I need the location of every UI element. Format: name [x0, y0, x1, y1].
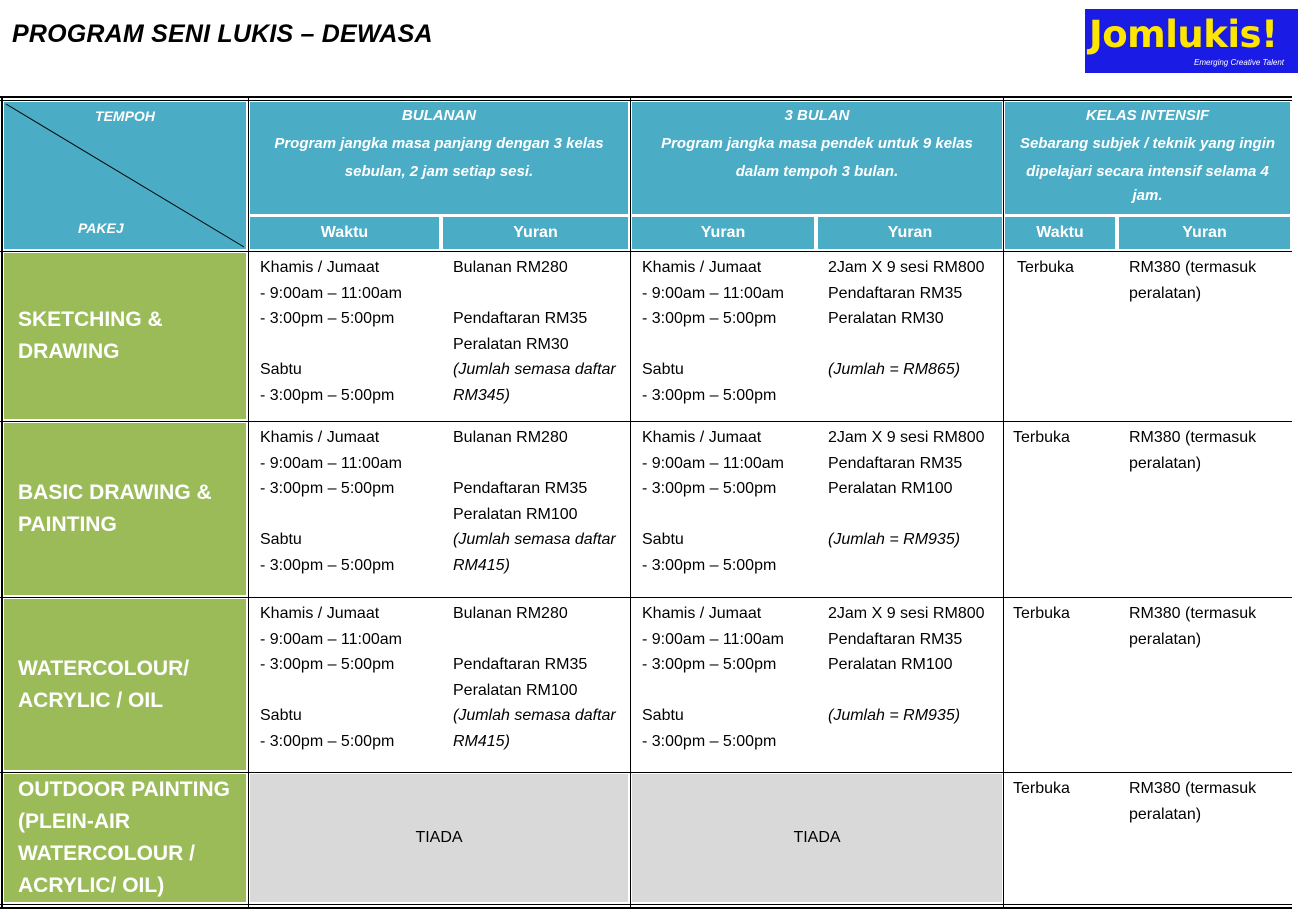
- schedule-line: - 3:00pm – 5:00pm: [642, 556, 777, 574]
- bulanan-schedule: [250, 423, 439, 595]
- intensif-waktu: [1005, 774, 1115, 902]
- schedule-line: Sabtu: [642, 531, 684, 548]
- fee-total: (Jumlah = RM935): [828, 707, 961, 724]
- schedule-line: - 9:00am – 11:00am: [260, 284, 403, 302]
- fee-line: Peralatan RM30: [453, 335, 569, 353]
- fee-total: RM345): [453, 386, 510, 404]
- schedule-line: Khamis / Jumaat: [260, 605, 380, 622]
- schedule-line: [642, 332, 804, 358]
- schedule-line: - 3:00pm – 5:00pm: [260, 732, 395, 750]
- fee-line: RM380 (termasuk: [1129, 780, 1257, 797]
- schedule-line: - 3:00pm – 5:00pm: [260, 386, 395, 404]
- fee-total: (Jumlah = RM935): [828, 531, 961, 548]
- table-left-border: [1, 96, 3, 909]
- corner-label-pakej: PAKEJ: [78, 220, 124, 236]
- schedule-line: [260, 502, 429, 528]
- intensif-fee: [1119, 423, 1290, 595]
- schedule-line: Sabtu: [642, 707, 684, 724]
- header-tiga-bulan-title: 3 BULAN: [784, 107, 850, 124]
- schedule-line: Sabtu: [260, 531, 302, 548]
- corner-label-tempoh: TEMPOH: [95, 108, 155, 124]
- fee-line: Bulanan RM280: [453, 259, 568, 276]
- schedule-line: - 3:00pm – 5:00pm: [260, 556, 395, 574]
- header-intensif: [1005, 102, 1290, 214]
- column-divider: [1003, 96, 1004, 909]
- row-divider: [0, 251, 1292, 252]
- logo-tagline: Emerging Creative Talent: [1194, 58, 1284, 67]
- column-divider: [248, 96, 249, 909]
- fee-line: Pendaftaran RM35: [828, 454, 963, 472]
- schedule-line: - 9:00am – 11:00am: [260, 630, 403, 648]
- column-divider: [630, 96, 631, 909]
- schedule-line: - 3:00pm – 5:00pm: [260, 480, 395, 497]
- header-bulanan: [250, 102, 628, 214]
- subheader-tiga-yuran-1: Yuran: [632, 217, 814, 249]
- schedule-line: - 3:00pm – 5:00pm: [642, 656, 777, 673]
- intensif-waktu: [1005, 423, 1115, 595]
- schedule-line: - 9:00am – 11:00am: [260, 454, 403, 472]
- subheader-bulanan-yuran: Yuran: [443, 217, 628, 249]
- schedule-line: - 3:00pm – 5:00pm: [260, 656, 395, 673]
- schedule-line: Khamis / Jumaat: [642, 605, 762, 622]
- intensif-waktu: [1005, 599, 1115, 770]
- header-tiga-bulan: [632, 102, 1002, 214]
- fee-line: peralatan): [1129, 454, 1202, 472]
- schedule-line: - 3:00pm – 5:00pm: [642, 386, 777, 404]
- schedule-line: - 3:00pm – 5:00pm: [260, 310, 395, 327]
- fee-line: RM380 (termasuk: [1129, 429, 1257, 446]
- tiga-fee: [818, 253, 1002, 419]
- fee-line: Peralatan RM100: [828, 480, 953, 497]
- bulanan-fee: [443, 423, 628, 595]
- fee-total: (Jumlah semasa daftar: [453, 707, 616, 724]
- subheader-bulanan-waktu: Waktu: [250, 217, 439, 249]
- fee-line: peralatan): [1129, 805, 1202, 823]
- fee-total: (Jumlah semasa daftar: [453, 361, 616, 378]
- schedule-line: - 3:00pm – 5:00pm: [642, 480, 777, 497]
- fee-line: [453, 627, 618, 653]
- schedule-line: Khamis / Jumaat: [642, 259, 762, 276]
- schedule-line: - 9:00am – 11:00am: [642, 284, 785, 302]
- header-intensif-desc-2: dipelajari secara intensif selama 4: [1026, 163, 1269, 180]
- fee-line: Peralatan RM30: [828, 310, 944, 327]
- subheader-intensif-yuran: Yuran: [1119, 217, 1290, 249]
- fee-line: peralatan): [1129, 630, 1202, 648]
- intensif-fee: [1119, 599, 1290, 770]
- tiga-not-available: TIADA: [632, 774, 1002, 902]
- header-bulanan-title: BULANAN: [401, 107, 477, 124]
- fee-line: Pendaftaran RM35: [453, 310, 588, 327]
- fee-line: Pendaftaran RM35: [453, 480, 588, 497]
- header-tiga-bulan-desc-1: Program jangka masa pendek untuk 9 kelas: [661, 135, 973, 152]
- fee-line: [828, 678, 992, 704]
- fee-line: RM380 (termasuk: [1129, 605, 1257, 622]
- table-bottom-border: [0, 907, 1292, 909]
- schedule-line: - 9:00am – 11:00am: [642, 454, 785, 472]
- fee-line: Pendaftaran RM35: [453, 656, 588, 673]
- subheader-tiga-yuran-2: Yuran: [818, 217, 1002, 249]
- intensif-fee: [1119, 774, 1290, 902]
- schedule-line: [260, 678, 429, 704]
- waktu-value: Terbuka: [1017, 259, 1074, 276]
- schedule-line: Sabtu: [260, 361, 302, 378]
- fee-line: RM380 (termasuk: [1129, 259, 1257, 276]
- fee-line: 2Jam X 9 sesi RM800: [828, 259, 985, 276]
- tiga-fee: [818, 599, 1002, 770]
- schedule-line: Khamis / Jumaat: [260, 429, 380, 446]
- brand-logo: [1085, 9, 1298, 73]
- schedule-line: Sabtu: [260, 707, 302, 724]
- fee-line: [453, 451, 618, 477]
- waktu-value: Terbuka: [1013, 780, 1070, 797]
- fee-line: Peralatan RM100: [828, 656, 953, 673]
- header-bulanan-desc-2: sebulan, 2 jam setiap sesi.: [344, 163, 534, 180]
- row-name: OUTDOOR PAINTING (PLEIN-AIR WATERCOLOUR / ACRYLIC/ OIL): [4, 774, 246, 902]
- fee-total: (Jumlah = RM865): [828, 361, 961, 378]
- header-tiga-bulan-desc-2: dalam tempoh 3 bulan.: [735, 163, 899, 180]
- fee-total: RM415): [453, 732, 510, 750]
- fee-line: peralatan): [1129, 284, 1202, 302]
- row-name: SKETCHING & DRAWING: [4, 253, 246, 419]
- schedule-line: Sabtu: [642, 361, 684, 378]
- schedule-line: Khamis / Jumaat: [260, 259, 380, 276]
- fee-line: Bulanan RM280: [453, 605, 568, 622]
- tiga-schedule: [632, 423, 814, 595]
- bulanan-fee: [443, 253, 628, 419]
- corner-header: [4, 102, 246, 249]
- logo-wordmark: Jomlukis!: [1089, 13, 1278, 56]
- fee-line: 2Jam X 9 sesi RM800: [828, 429, 985, 446]
- fee-line: Peralatan RM100: [453, 505, 578, 523]
- header-intensif-desc-1: Sebarang subjek / teknik yang ingin: [1019, 135, 1276, 152]
- header-intensif-desc-3: jam.: [1132, 187, 1163, 204]
- header-bulanan-desc-1: Program jangka masa panjang dengan 3 kelas: [274, 135, 604, 152]
- table-top-border: [0, 100, 1292, 101]
- row-divider: [0, 772, 1292, 773]
- waktu-value: Terbuka: [1013, 605, 1070, 622]
- fee-line: 2Jam X 9 sesi RM800: [828, 605, 985, 622]
- subheader-intensif-waktu: Waktu: [1005, 217, 1115, 249]
- bulanan-not-available: TIADA: [250, 774, 628, 902]
- fee-line: [828, 502, 992, 528]
- row-name: WATERCOLOUR/ ACRYLIC / OIL: [4, 599, 246, 770]
- schedule-line: - 3:00pm – 5:00pm: [642, 732, 777, 750]
- bulanan-schedule: [250, 599, 439, 770]
- schedule-line: - 3:00pm – 5:00pm: [642, 310, 777, 327]
- page-title: PROGRAM SENI LUKIS – DEWASA: [12, 20, 433, 48]
- row-divider: [0, 421, 1292, 422]
- bulanan-fee: [443, 599, 628, 770]
- fee-line: [453, 281, 618, 307]
- fee-total: (Jumlah semasa daftar: [453, 531, 616, 548]
- intensif-fee: [1119, 253, 1290, 419]
- tiga-schedule: [632, 253, 814, 419]
- intensif-waktu: [1005, 253, 1115, 419]
- fee-line: [828, 332, 992, 358]
- bulanan-schedule: [250, 253, 439, 419]
- row-name: BASIC DRAWING & PAINTING: [4, 423, 246, 595]
- tiga-schedule: [632, 599, 814, 770]
- row-divider: [0, 597, 1292, 598]
- fee-line: Bulanan RM280: [453, 429, 568, 446]
- fee-line: Pendaftaran RM35: [828, 630, 963, 648]
- table-bottom-border: [0, 904, 1292, 905]
- header-intensif-title: KELAS INTENSIF: [1085, 107, 1210, 124]
- fee-total: RM415): [453, 556, 510, 574]
- table-top-border: [0, 96, 1292, 98]
- schedule-line: - 9:00am – 11:00am: [642, 630, 785, 648]
- fee-line: Peralatan RM100: [453, 681, 578, 699]
- fee-line: Pendaftaran RM35: [828, 284, 963, 302]
- schedule-line: [642, 502, 804, 528]
- schedule-line: [642, 678, 804, 704]
- schedule-line: Khamis / Jumaat: [642, 429, 762, 446]
- tiga-fee: [818, 423, 1002, 595]
- waktu-value: Terbuka: [1013, 429, 1070, 446]
- schedule-line: [260, 332, 429, 358]
